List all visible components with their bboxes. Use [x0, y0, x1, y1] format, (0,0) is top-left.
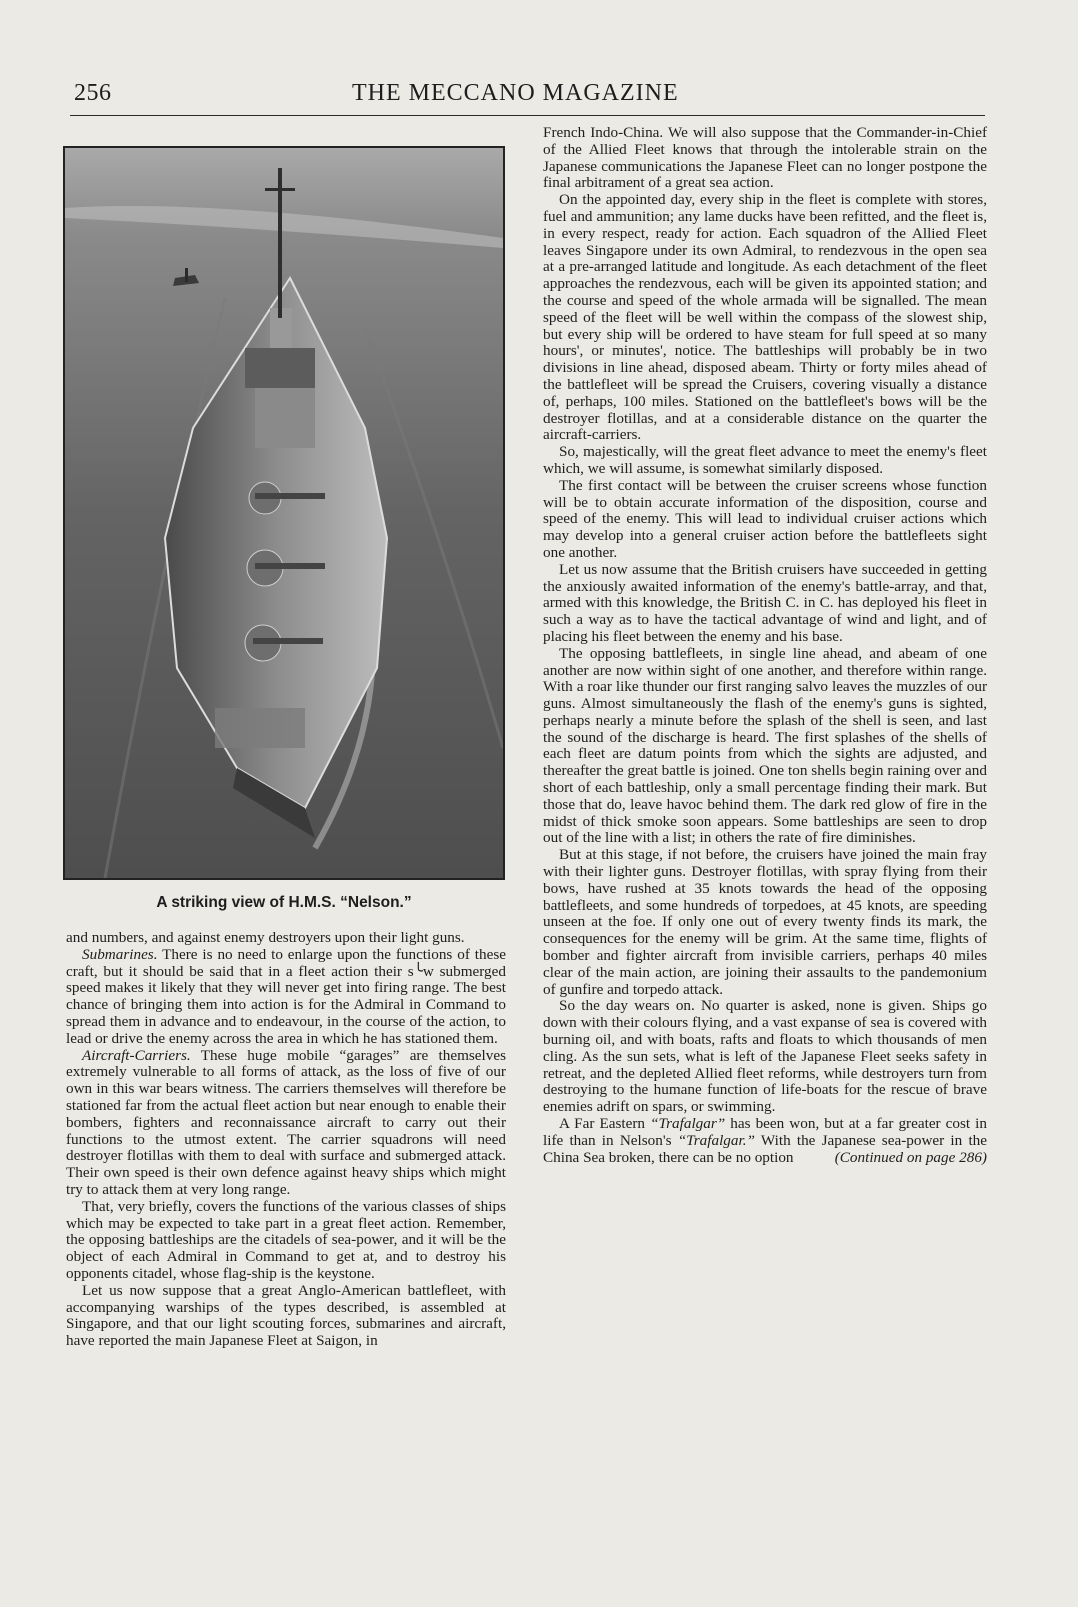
continued-reference: (Continued on page 286)	[834, 1148, 987, 1166]
paragraph	[66, 1048, 506, 1199]
paragraph-heading: Aircraft-Carriers.	[82, 1046, 191, 1064]
paragraph: So the day wears on. No quarter is asked, none is given. Ships go down with their colours flying, and a vast expanse of sea is covered with burning oil, and with boats, rafts and floats to which thousands of men cling. As the sun sets, what is left of the Japanese Fleet seeks safety in retreat, and the depleted Allied fleet reforms, while destroyers turn from destroying to the humane function of life-boats for the rescue of brave enemies adrift on spars, or swimming.	[543, 997, 987, 1116]
paragraph: So, majestically, will the great fleet advance to meet the enemy's fleet which, we will assume, is somewhat similarly disposed.	[543, 443, 987, 477]
ship-name: “Trafalgar”	[650, 1115, 726, 1133]
text-run: A Far Eastern	[559, 1115, 651, 1133]
paragraph: Let us now assume that the British cruisers have succeeded in getting the anxiously awaited information of the enemy's battle-array, and that, armed with this knowledge, the British C. in C. has deployed his fleet in such a way as to have the tactical advantage of wind and light, and of placing his fleet between the enemy and his base.	[543, 560, 987, 645]
ship-name: “Trafalgar.”	[677, 1131, 755, 1149]
paragraph-heading: Submarines.	[82, 945, 158, 963]
page-number: 256	[74, 80, 112, 106]
paragraph: But at this stage, if not before, the cruisers have joined the main fray with their lighter guns. Destroyer flotillas, with spray flying from their bows, have rushed at 35 knots towards the head of the opposing battlefleets, and some hundreds of torpedoes, at 45 knots, are speeding unseen at the foe. If only one out of every twenty finds its mark, the consequences for the enemy will be grim. At the same time, flights of bomber and fighter aircraft from invisible carriers, perhaps 40 miles clear of the main action, are joining their assaults to the pandemonium of gunfire and torpedo attack.	[543, 846, 987, 998]
paragraph: The opposing battlefleets, in single line ahead, and abeam of one another are now within sight of one another, and therefore within range. With a roar like thunder our first ranging salvo leaves the muzzles of our guns. Almost simultaneously the flash of the enemy's guns is sighted, perhaps nearly a minute before the splash of the shell is seen, and last the sound of the discharge is heard. The first splashes of the shells of each fleet are datum points from which the sights are adjusted, and thereafter the great battle is joined. One ton shells begin raining over and short of each battleship, only a small percentage finding their mark. But those that do, leave havoc behind them. The dark red glow of fire in the midst of thick smoke soon appears. Some battleships are seen to drop out of the line with a list; in others the rate of fire diminishes.	[543, 644, 987, 847]
paragraph: French Indo-China. We will also suppose that the Commander-in-Chief of the Allied Fleet knows that through the intolerable strain on the Japanese communications the Japanese Fleet can no longer postpone the final arbitrament of a great sea action.	[543, 124, 987, 192]
paragraph: That, very briefly, covers the functions of the various classes of ships which may be expected to take part in a great fleet action. Remember, the opposing battleships are the citadels of sea-power, and it will be the object of each Admiral in Command to get at, and to destroy his opponents citadel, whose flag-ship is the keystone.	[66, 1197, 506, 1282]
paragraph: and numbers, and against enemy destroyers upon their light guns.	[66, 929, 465, 946]
text-run: With the Japanese sea-power in the China Sea broken, there can be no option	[543, 1131, 987, 1166]
paragraph: On the appointed day, every ship in the fleet is complete with stores, fuel and ammunition; any lame ducks have been refitted, and the fleet is, in every respect, ready for action. Each squadron of the Allied Fleet leaves Singapore under its own Admiral, to rendezvous in the open sea at a pre-arranged latitude and longitude. As each detachment of the fleet approaches the rendezvous, each will be given its appointed station; and the course and speed of the whole armada will be signalled. The mean speed of the fleet will be well within the compass of the slowest ship, but every ship will be ordered to have steam for full speed at so many hours', or minutes', notice. The battleships will probably be in two divisions in line ahead, disposed abeam. Thirty or forty miles ahead of the battlefleet will be spread the Cruisers, covering visually a distance of, perhaps, 100 miles. Stationed on the battlefleet's bows will be the destroyer flotillas, and at a considerable distance on the quarter the aircraft-carriers.	[543, 191, 987, 444]
paragraph-body: These huge mobile “garages” are themselves extremely vulnerable to all forms of attack, as the loss of five of our own in this war bears witness. The carriers themselves will therefore be stationed far from the actual fleet action but near enough to enable their bombers, fighters and reconnaissance aircraft to carry out their functions to the utmost extent. The carrier squadrons will need destroyer flotillas with them to deal with surface and submerged attack. Their own speed is their own defence against heavy ships which might try to attack them at very long range.	[66, 1046, 506, 1198]
paragraph: The first contact will be between the cruiser screens whose function will be to obtain accurate information of the disposition, course and speed of the enemy. This will lead to individual cruiser actions which may develop into a general cruiser action before the battlefleets sight one another.	[543, 476, 987, 561]
right-column	[543, 125, 987, 1166]
paragraph: Let us now suppose that a great Anglo-American battlefleet, with accompanying warships of the types described, is assembled at Singapore, and that our light scouting forces, submarines and aircraft, have reported the main Japanese Fleet at Saigon, in	[66, 1281, 506, 1350]
header-rule	[70, 115, 985, 116]
paragraph	[543, 1116, 987, 1166]
text-run: has been won, but at a far greater cost in life than in Nelson's	[543, 1115, 987, 1149]
figure-caption: A striking view of H.M.S. “Nelson.”	[156, 894, 412, 911]
left-column	[66, 930, 506, 1350]
magazine-title: THE MECCANO MAGAZINE	[352, 80, 679, 106]
paragraph-body: There is no need to enlarge upon the functions of these craft, but it should be said that in a fleet action their s╰w submerged speed makes it likely that they will never get into firing range. The best chance of bringing them into action is for the Admiral in Command to spread them in advance and to endeavour, in the course of the action, to lead or drive the enemy across the area in which he has stationed them.	[66, 945, 506, 1047]
ship-photo	[63, 146, 505, 880]
paragraph	[66, 947, 506, 1048]
